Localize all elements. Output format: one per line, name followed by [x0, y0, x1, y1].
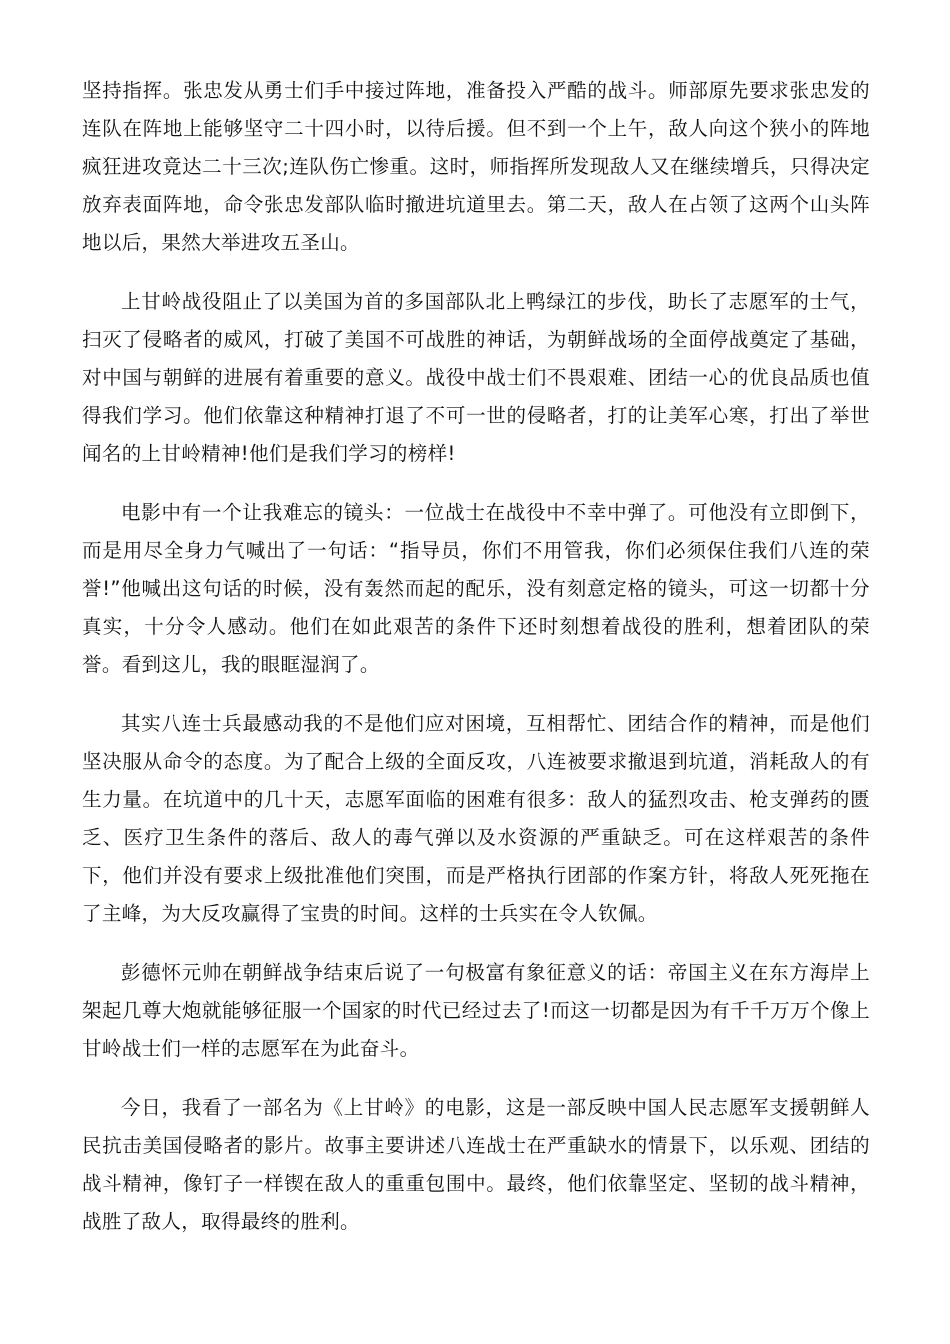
paragraph-battle-significance: 上甘岭战役阻止了以美国为首的多国部队北上鸭绿江的步伐，助长了志愿军的士气，扫灭了侵略者的威风，打破了美国不可战胜的神话，为朝鲜战场的全面停战奠定了基础，对中国与朝鲜的进展有着重要的意义。战役中战士们不畏艰难、团结一心的优良品质也值得我们学习。他们依靠这种精神打退了不可一世的侵略者，打的让美军心寒，打出了举世闻名的上甘岭精神!他们是我们学习的榜样! [82, 290, 870, 465]
paragraph-peng-dehuai-quote: 彭德怀元帅在朝鲜战争结束后说了一句极富有象征意义的话：帝国主义在东方海岸上架起几尊大炮就能够征服一个国家的时代已经过去了!而这一切都是因为有千千万万个像上甘岭战士们一样的志愿军在为此奋斗。 [82, 961, 870, 1060]
paragraph-obedience: 其实八连士兵最感动我的不是他们应对困境，互相帮忙、团结合作的精神，而是他们坚决服从命令的态度。为了配合上级的全面反攻，八连被要求撤退到坑道，消耗敌人的有生力量。在坑道中的几十天，志愿军面临的困难有很多：敌人的猛烈攻击、枪支弹药的匮乏、医疗卫生条件的落后、敌人的毒气弹以及水资源的严重缺乏。可在这样艰苦的条件下，他们并没有要求上级批准他们突围，而是严格执行团部的作案方针，将敌人死死拖在了主峰，为大反攻赢得了宝贵的时间。这样的士兵实在令人钦佩。 [82, 712, 870, 925]
paragraph-memorable-scene: 电影中有一个让我难忘的镜头：一位战士在战役中不幸中弹了。可他没有立即倒下，而是用尽全身力气喊出了一句话：“指导员，你们不用管我，你们必须保住我们八连的荣誉!”他喊出这句话的时候，没有轰然而起的配乐，没有刻意定格的镜头，可这一切都十分真实，十分令人感动。他们在如此艰苦的条件下还时刻想着战役的胜利，想着团队的荣誉。看到这儿，我的眼眶湿润了。 [82, 501, 870, 676]
paragraph-film-summary: 今日，我看了一部名为《上甘岭》的电影，这是一部反映中国人民志愿军支援朝鲜人民抗击美国侵略者的影片。故事主要讲述八连战士在严重缺水的情景下，以乐观、团结的战斗精神，像钉子一样锲在敌人的重重包围中。最终，他们依靠坚定、坚韧的战斗精神，战胜了敌人，取得最终的胜利。 [82, 1096, 870, 1233]
paragraph-continuation: 坚持指挥。张忠发从勇士们手中接过阵地，准备投入严酷的战斗。师部原先要求张忠发的连队在阵地上能够坚守二十四小时，以待后援。但不到一个上午，敌人向这个狭小的阵地疯狂进攻竟达二十三次;连队伤亡惨重。这时，师指挥所发现敌人又在继续增兵，只得决定放弃表面阵地，命令张忠发部队临时撤进坑道里去。第二天，敌人在占领了这两个山头阵地以后，果然大举进攻五圣山。 [82, 79, 870, 254]
document-body [82, 72, 870, 1262]
